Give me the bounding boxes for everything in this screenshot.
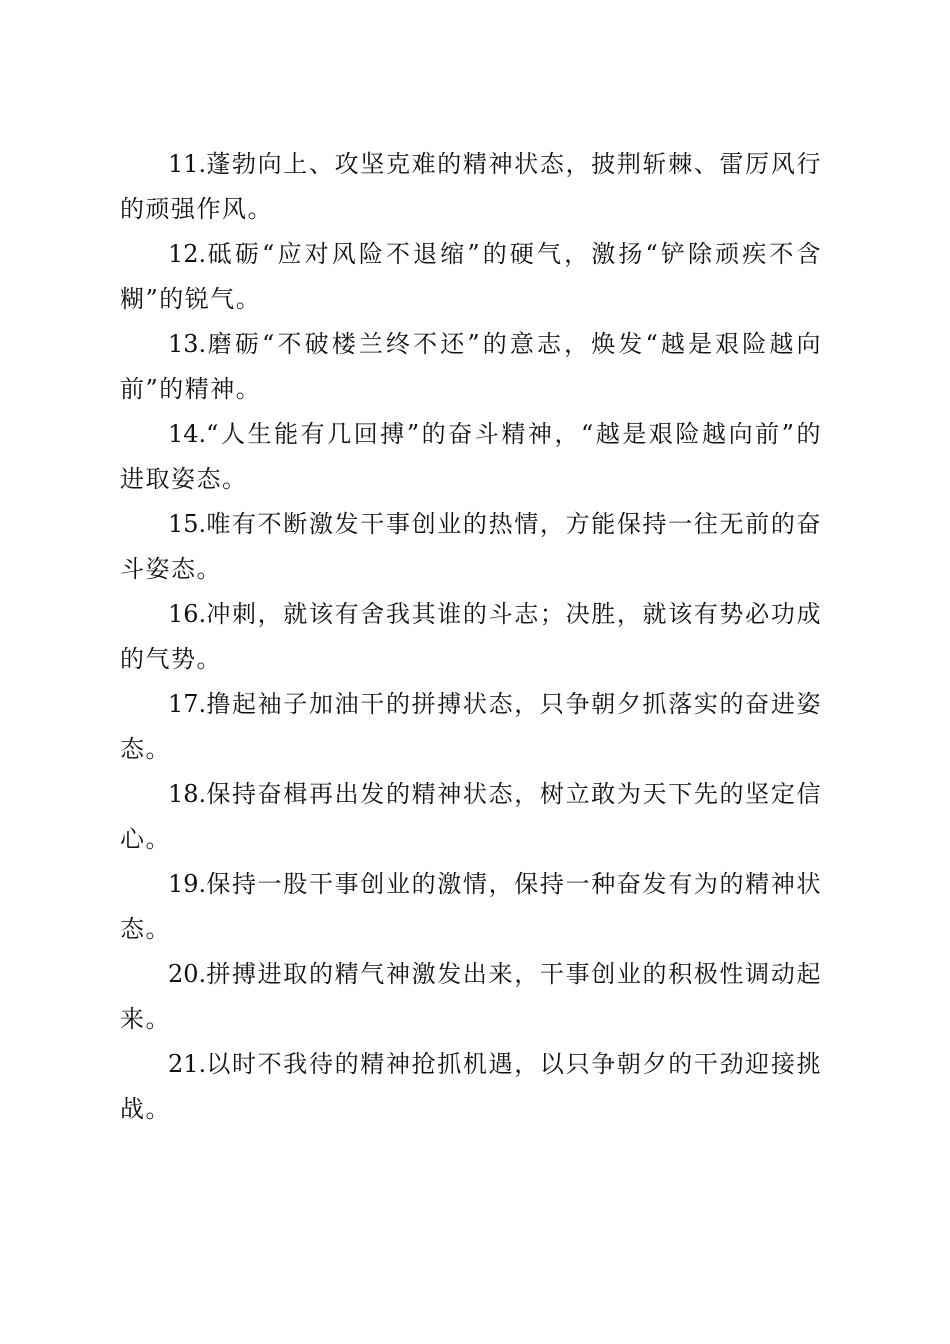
paragraph-21 xyxy=(120,1042,822,1132)
paragraph-17 xyxy=(120,682,822,772)
paragraph-number: 16. xyxy=(168,600,207,628)
paragraph-12 xyxy=(120,232,822,322)
paragraph-20 xyxy=(120,952,822,1042)
paragraph-13 xyxy=(120,322,822,412)
paragraph-text: 砥砺“应对风险不退缩”的硬气，激扬“铲除顽疾不含糊”的锐气。 xyxy=(120,240,822,313)
paragraph-19 xyxy=(120,862,822,952)
paragraph-text: 以时不我待的精神抢抓机遇，以只争朝夕的干劲迎接挑战。 xyxy=(120,1050,822,1123)
paragraph-text: 拼搏进取的精气神激发出来，干事创业的积极性调动起来。 xyxy=(120,960,822,1033)
paragraph-number: 12. xyxy=(168,240,207,268)
paragraph-text: 唯有不断激发干事创业的热情，方能保持一往无前的奋斗姿态。 xyxy=(120,510,822,583)
paragraph-text: 冲刺，就该有舍我其谁的斗志；决胜，就该有势必功成的气势。 xyxy=(120,600,822,673)
paragraph-text: 磨砺“不破楼兰终不还”的意志，焕发“越是艰险越向前”的精神。 xyxy=(120,330,822,403)
paragraph-text: “人生能有几回搏”的奋斗精神，“越是艰险越向前”的进取姿态。 xyxy=(120,420,822,493)
paragraph-16 xyxy=(120,592,822,682)
paragraph-11 xyxy=(120,142,822,232)
paragraph-15 xyxy=(120,502,822,592)
paragraph-14 xyxy=(120,412,822,502)
paragraph-number: 11. xyxy=(168,150,207,178)
paragraph-number: 19. xyxy=(168,870,207,898)
paragraph-text: 撸起袖子加油干的拼搏状态，只争朝夕抓落实的奋进姿态。 xyxy=(120,690,822,763)
paragraph-number: 20. xyxy=(168,960,207,988)
paragraph-18 xyxy=(120,772,822,862)
paragraph-number: 18. xyxy=(168,780,207,808)
document-body xyxy=(120,142,822,1132)
paragraph-number: 14. xyxy=(168,420,207,448)
paragraph-text: 蓬勃向上、攻坚克难的精神状态，披荆斩棘、雷厉风行的顽强作风。 xyxy=(120,150,822,223)
paragraph-number: 17. xyxy=(168,690,207,718)
paragraph-text: 保持一股干事创业的激情，保持一种奋发有为的精神状态。 xyxy=(120,870,822,943)
paragraph-number: 21. xyxy=(168,1050,207,1078)
paragraph-number: 13. xyxy=(168,330,207,358)
paragraph-number: 15. xyxy=(168,510,207,538)
paragraph-text: 保持奋楫再出发的精神状态，树立敢为天下先的坚定信心。 xyxy=(120,780,822,853)
